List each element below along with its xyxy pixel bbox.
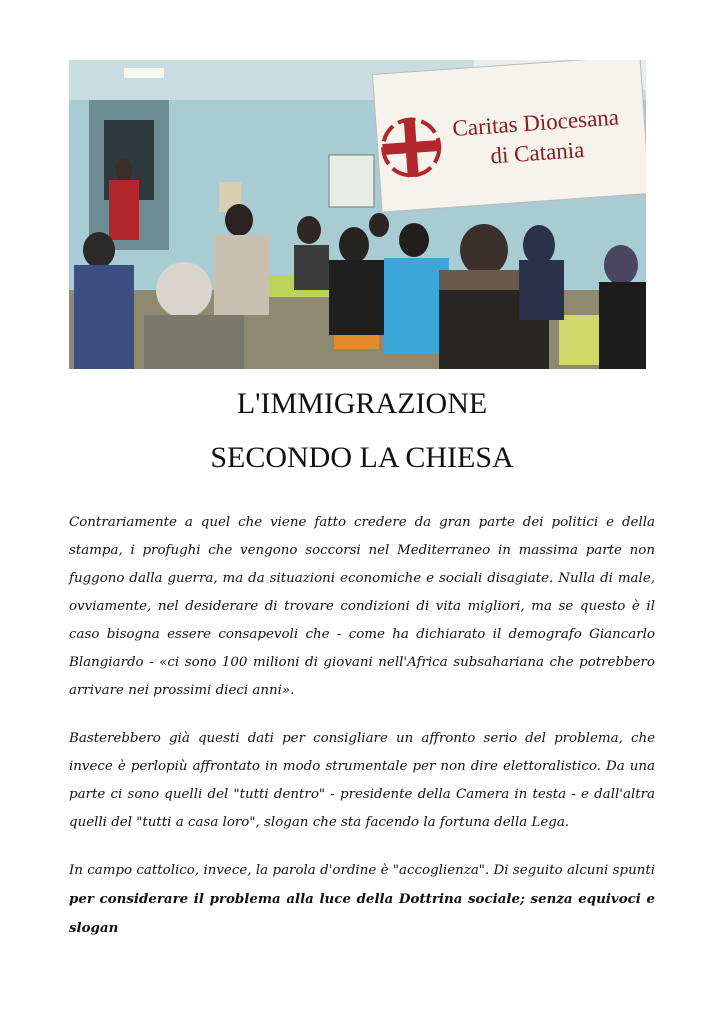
- paragraph-3: [69, 857, 655, 943]
- banner-line-1: Caritas Diocesana: [451, 104, 620, 142]
- banner-line-2: di Catania: [489, 136, 586, 169]
- paragraph-3-text: In campo cattolico, invece, la parola d'ordine è "accoglienza". Di seguito alcuni spunti: [69, 863, 655, 878]
- header-photo: [69, 60, 646, 369]
- paragraph-2: Basterebbero già questi dati per consigliare un affronto serio del problema, che invece è perlopiù affrontato in modo strumentale per non dire elettoralistico. Da una parte ci sono quelli del "tutti dentro" - presidente della Camera in testa - e dall'altra quelli del "tutti a casa loro", slogan che sta facendo la fortuna della Lega.: [69, 731, 655, 830]
- paragraph-3-bold-text: per considerare il problema alla luce della Dottrina sociale; senza equivoci e slogan: [69, 891, 655, 936]
- page-title-line-2: SECONDO LA CHIESA: [210, 441, 514, 474]
- photo-illustration: [69, 60, 646, 369]
- page-title-line-1: L'IMMIGRAZIONE: [236, 387, 488, 420]
- paragraph-1: Contrariamente a quel che viene fatto credere da gran parte dei politici e della stampa, i profughi che vengono soccorsi nel Mediterraneo in massima parte non fuggono dalla guerra, ma da situazioni economiche e sociali disagiate. Nulla di male, ovviamente, nel desiderare di trovare condizioni di vita migliori, ma se questo è il caso bisogna essere consapevoli che - come ha dichiarato il demografo Giancarlo Blangiardo - «ci sono 100 milioni di giovani nell'Africa subsahariana che potrebbero arrivare nei prossimi dieci anni».: [69, 515, 655, 698]
